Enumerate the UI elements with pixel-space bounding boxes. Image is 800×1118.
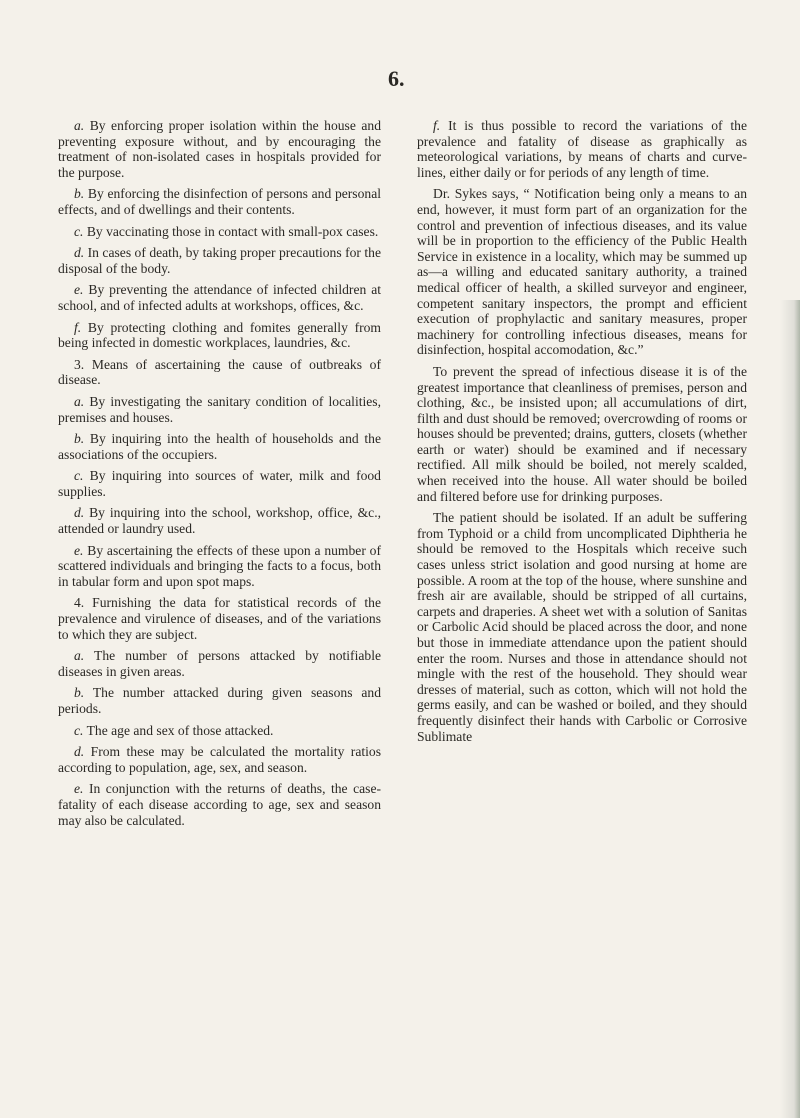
- paragraph: [58, 543, 381, 590]
- left-column: [58, 118, 381, 834]
- page-number: 6.: [388, 66, 405, 91]
- paragraph: [58, 224, 381, 240]
- paragraph-text: From these may be calculated the mortality ratios according to population, age, sex, and season.: [58, 744, 381, 775]
- paragraph: [58, 723, 381, 739]
- item-label: c.: [74, 468, 84, 484]
- paragraph-text: By inquiring into sources of water, milk and food supplies.: [58, 468, 381, 499]
- paragraph: [417, 118, 747, 180]
- page-edge-shadow: [780, 300, 800, 1118]
- paragraph: [58, 186, 381, 217]
- item-label: c.: [74, 223, 84, 239]
- item-label: a.: [74, 118, 85, 133]
- item-label: 4.: [74, 595, 85, 611]
- paragraph: [58, 431, 381, 462]
- paragraph-text: To prevent the spread of infectious disease it is of the greatest importance that cleanliness of premises, person and clothing, &c., be insisted upon; all accumulations of dirt, filth and dust should be removed; overcrowding of rooms or houses should be prevented; drains, gutters, closets (whether earth or water) should be examined and if necessary rectified. All milk should be boiled, not merely scalded, when received into the house. All water should be boiled and filtered before use for drinking purposes.: [417, 363, 747, 504]
- paragraph-text: The number of persons attacked by notifiable diseases in given areas.: [58, 648, 382, 679]
- paragraph-text: It is thus possible to record the variations of the prevalence and fatality of disease as graphically as meteorological variations, by means of charts and curve-lines, either daily or for periods of any length of time.: [417, 118, 748, 180]
- paragraph-text: By vaccinating those in contact with small-pox cases.: [86, 223, 379, 239]
- item-label: f.: [74, 319, 82, 335]
- paragraph-text: By protecting clothing and fomites generally from being infected in domestic workplaces, laundries, &c.: [58, 319, 381, 351]
- paragraph-text: By inquiring into the school, workshop, office, &c., attended or laundry used.: [58, 505, 381, 537]
- item-label: c.: [74, 722, 84, 738]
- paragraph: [58, 468, 381, 499]
- paragraph-text: In conjunction with the returns of deaths, the case-fatality of each disease according to age, sex and season may also be calculated.: [58, 781, 382, 828]
- item-label: 3.: [74, 356, 85, 372]
- item-label: d.: [74, 245, 85, 261]
- item-label: d.: [74, 744, 85, 760]
- paragraph: [58, 505, 381, 536]
- paragraph-text: Furnishing the data for statistical records of the prevalence and virulence of diseases, and of the variations to which they are subject.: [58, 595, 381, 642]
- quote-paragraph: [417, 186, 747, 358]
- paragraph: [417, 364, 747, 504]
- paragraph: [58, 320, 381, 351]
- paragraph-text: By inquiring into the health of households and the associations of the occupiers.: [58, 431, 381, 462]
- paragraph: [58, 118, 381, 180]
- paragraph-text: By investigating the sanitary condition of localities, premises and houses.: [58, 393, 381, 425]
- item-label: f.: [433, 118, 441, 133]
- paragraph: [58, 282, 381, 313]
- paragraph-text: Dr. Sykes says, “ Notification being only a means to an end, however, it must form part of an organization for the control and prevention of infectious diseases, and its value will be in proportion to the efficiency of the Public Health Service in existence in a locality, which may be summed up as—a willing and educated sanitary authority, a trained medical officer of health, a skilled surveyor and engineer, competent sanitary inspectors, the prompt and efficient execution of prophylactic and sanitary measures, proper machinery for controlling infectious diseases, means for disinfection, hospital accomodation, &c.”: [417, 186, 747, 358]
- paragraph: [58, 781, 381, 828]
- section-heading: [58, 357, 381, 388]
- paragraph-text: The number attacked during given seasons and periods.: [58, 685, 382, 716]
- item-label: a.: [74, 393, 85, 409]
- item-label: d.: [74, 505, 85, 521]
- paragraph: [58, 744, 381, 775]
- item-label: b.: [74, 431, 85, 447]
- item-label: e.: [74, 542, 84, 558]
- paragraph: [58, 245, 381, 276]
- paragraph-text: The age and sex of those attacked.: [86, 722, 274, 738]
- paragraph: [58, 394, 381, 425]
- paragraph: [58, 685, 381, 716]
- right-column: [417, 118, 747, 750]
- item-label: b.: [74, 186, 85, 202]
- paragraph: [58, 648, 381, 679]
- paragraph-text: By enforcing proper isolation within the house and preventing exposure without, and by encouraging the treatment of non-isolated cases in hospitals provided for the purpose.: [58, 118, 381, 180]
- paragraph-text: The patient should be isolated. If an adult be suffering from Typhoid or a child from uncomplicated Diphtheria he should be removed to the Hospitals which receive such cases unless strict isolation and good nursing at home are possible. A room at the top of the house, where sunshine and fresh air are available, should be stripped of all curtains, carpets and draperies. A sheet wet with a solution of Sanitas or Carbolic Acid should be placed across the door, and none but those in immediate attendance upon the patient should enter the room. Nurses and those in attendance should not mingle with the rest of the household. They should wear dresses of material, such as cotton, which will not hold the germs easily, and can be washed or boiled, and they should frequently disinfect their hands with Carbolic or Corrosive Sublimate: [417, 510, 747, 744]
- item-label: e.: [74, 282, 84, 298]
- item-label: b.: [74, 685, 85, 701]
- paragraph-text: By enforcing the disinfection of persons and personal effects, and of dwellings and their contents.: [58, 186, 382, 217]
- paragraph: [417, 510, 747, 744]
- section-heading: [58, 595, 381, 642]
- paragraph-text: By ascertaining the effects of these upon a number of scattered individuals and bringing the facts to a focus, both in tabular form and upon spot maps.: [58, 542, 381, 589]
- item-label: a.: [74, 648, 85, 664]
- paragraph-text: By preventing the attendance of infected children at school, and of infected adults at workshops, offices, &c.: [58, 282, 382, 313]
- item-label: e.: [74, 781, 84, 797]
- paragraph-text: Means of ascertaining the cause of outbreaks of disease.: [58, 356, 381, 388]
- paragraph-text: In cases of death, by taking proper precautions for the disposal of the body.: [58, 245, 381, 276]
